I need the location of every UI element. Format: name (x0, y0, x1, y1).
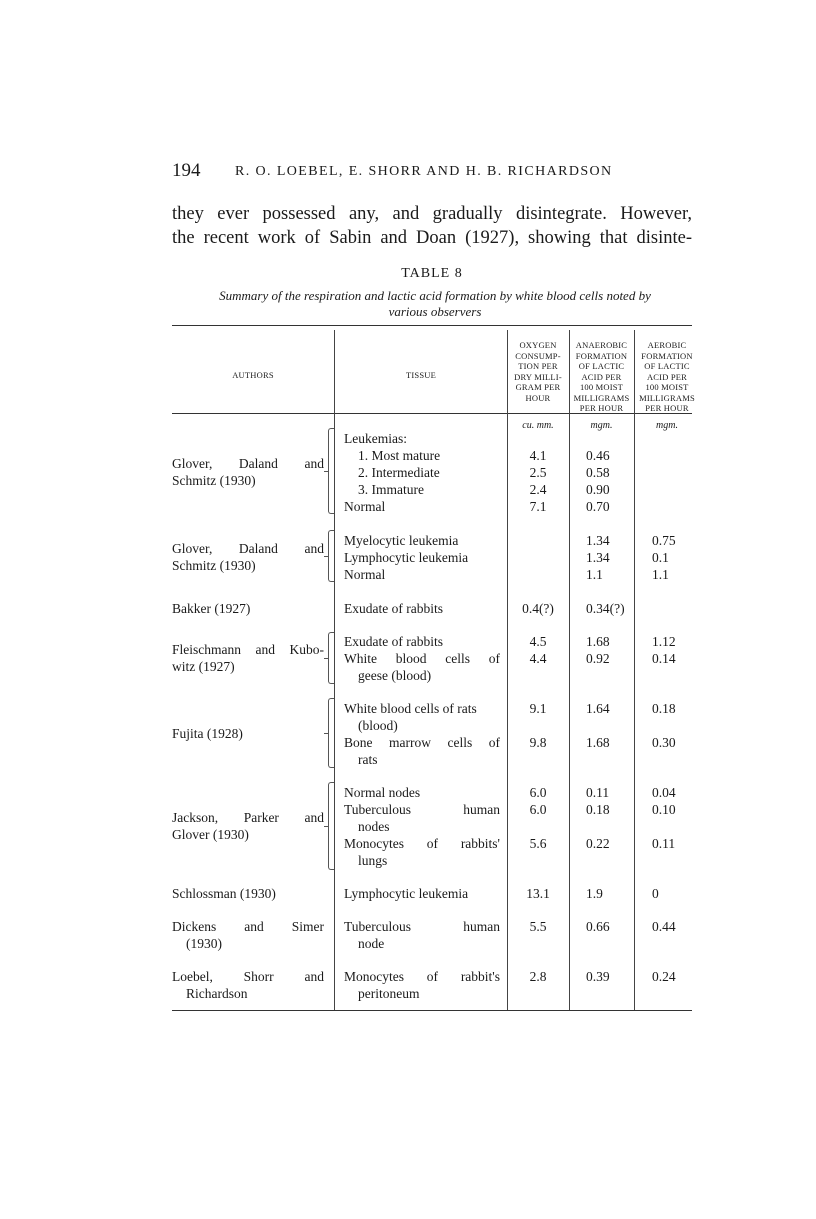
tissue-cell: Normal (344, 567, 386, 582)
author-cell: Fleischmann and Kubo- witz (1927) (172, 642, 324, 674)
anaerobic-value: 0.90 (586, 482, 610, 497)
tissue-cell: Exudate of rabbits (344, 601, 443, 616)
column-header-tissue: TISSUE (405, 370, 436, 380)
column-divider (569, 330, 570, 1010)
oxygen-value: 9.1 (529, 701, 547, 716)
tissue-cell: Tuberculous human nodes (344, 802, 500, 834)
column-header-aerobic: AEROBIC FORMATION OF LACTIC ACID PER 100 MOIST MILLIGRAMS PER HOUR (639, 340, 695, 413)
tissue-cell: Normal nodes (344, 785, 421, 800)
author-cell: Bakker (1927) (172, 601, 251, 616)
aerobic-value: 0.11 (652, 836, 676, 851)
author-cell: Dickens and Simer (1930) (172, 919, 324, 951)
tissue-cell: Myelocytic leukemia (344, 533, 459, 548)
aerobic-value: 0.24 (652, 969, 676, 984)
oxygen-value: 13.1 (526, 886, 550, 901)
anaerobic-value: 1.68 (586, 735, 610, 750)
aerobic-value: 0.18 (652, 701, 676, 716)
aerobic-value: 0.1 (652, 550, 669, 565)
caption-line: various observers (388, 304, 482, 319)
anaerobic-value: 0.18 (586, 802, 610, 817)
anaerobic-value: 1.68 (586, 634, 610, 649)
anaerobic-value: 0.22 (586, 836, 610, 851)
brace-icon (328, 530, 334, 582)
anaerobic-value: 1.34 (586, 533, 610, 548)
aerobic-value: 0.75 (652, 533, 676, 548)
column-divider (634, 330, 635, 1010)
oxygen-value: 4.1 (529, 448, 547, 463)
author-cell: Glover, Daland and Schmitz (1930) (172, 541, 324, 573)
body-line: the recent work of Sabin and Doan (1927), showing that disinte- (172, 228, 692, 248)
anaerobic-value: 0.92 (586, 651, 610, 666)
unit-oxygen: cu. mm. (522, 420, 554, 431)
caption-line: Summary of the respiration and lactic acid formation by white blood cells noted by (219, 288, 651, 303)
aerobic-value: 0.14 (652, 651, 676, 666)
author-cell: Glover, Daland and Schmitz (1930) (172, 456, 324, 488)
aerobic-value: 1.12 (652, 634, 676, 649)
running-head (172, 160, 692, 186)
aerobic-value: 0.44 (652, 919, 676, 934)
table-label: TABLE 8 (401, 266, 463, 281)
oxygen-value: 9.8 (529, 735, 547, 750)
anaerobic-value: 1.1 (586, 567, 603, 582)
column-header-oxygen: OXYGEN CONSUMP- TION PER DRY MILLI- GRAM PER HOUR (514, 340, 562, 403)
anaerobic-value: 0.58 (586, 465, 610, 480)
tissue-cell: Lymphocytic leukemia (344, 550, 469, 565)
tissue-cell: Normal (344, 499, 386, 514)
aerobic-value: 0 (652, 886, 659, 901)
tissue-cell: Tuberculous human node (344, 919, 500, 951)
body-line: they ever possessed any, and gradually disintegrate. However, (172, 204, 692, 224)
tissue-cell: 1. Most mature (358, 448, 441, 463)
unit-anaerobic: mgm. (590, 420, 613, 431)
anaerobic-value: 1.34 (586, 550, 610, 565)
aerobic-value: 0.04 (652, 785, 676, 800)
anaerobic-value: 0.66 (586, 919, 610, 934)
table-top-rule (172, 325, 692, 326)
author-cell: Loebel, Shorr and Richardson (172, 969, 324, 1001)
column-divider (507, 330, 508, 1010)
brace-icon (328, 698, 334, 768)
table-bottom-rule (172, 1010, 692, 1011)
tissue-cell: Leukemias: (344, 431, 407, 446)
oxygen-value: 2.4 (529, 482, 547, 497)
running-title: R. O. LOEBEL, E. SHORR AND H. B. RICHARDSON (235, 164, 613, 179)
anaerobic-value: 0.70 (586, 499, 610, 514)
tissue-cell: 2. Intermediate (358, 465, 440, 480)
column-header-authors: AUTHORS (232, 370, 274, 380)
tissue-cell: 3. Immature (358, 482, 424, 497)
oxygen-value: 6.0 (529, 785, 547, 800)
brace-icon (328, 632, 334, 684)
oxygen-value: 2.8 (529, 969, 547, 984)
aerobic-value: 0.10 (652, 802, 676, 817)
aerobic-value: 1.1 (652, 567, 669, 582)
oxygen-value: 4.4 (529, 651, 547, 666)
table-caption (172, 288, 698, 320)
column-divider (334, 330, 335, 1010)
tissue-cell: White blood cells of geese (blood) (344, 651, 500, 683)
author-cell: Fujita (1928) (172, 726, 243, 741)
body-paragraph (172, 202, 692, 250)
unit-aerobic: mgm. (656, 420, 678, 431)
tissue-cell: Bone marrow cells of rats (344, 735, 500, 767)
anaerobic-value: 0.39 (586, 969, 610, 984)
aerobic-value: 0.30 (652, 735, 676, 750)
anaerobic-value: 1.9 (586, 886, 603, 901)
oxygen-value: 7.1 (529, 499, 547, 514)
anaerobic-value: 1.64 (586, 701, 610, 716)
anaerobic-value: 0.34(?) (586, 601, 625, 616)
brace-icon (328, 428, 334, 514)
anaerobic-value: 0.46 (586, 448, 610, 463)
tissue-cell: Monocytes of rabbits' lungs (344, 836, 500, 868)
oxygen-value: 6.0 (529, 802, 547, 817)
author-cell: Jackson, Parker and Glover (1930) (172, 810, 324, 842)
tissue-cell: Exudate of rabbits (344, 634, 443, 649)
column-header-anaerobic: ANAEROBIC FORMATION OF LACTIC ACID PER 100 MOIST MILLIGRAMS PER HOUR (573, 340, 630, 413)
oxygen-value: 2.5 (529, 465, 547, 480)
tissue-cell: Monocytes of rabbit's peritoneum (344, 969, 500, 1001)
author-cell: Schlossman (1930) (172, 886, 276, 901)
oxygen-value: 5.5 (529, 919, 547, 934)
page-number: 194 (172, 160, 201, 181)
oxygen-value: 0.4(?) (522, 601, 554, 616)
brace-icon (328, 782, 334, 870)
oxygen-value: 4.5 (529, 634, 547, 649)
oxygen-value: 5.6 (529, 836, 547, 851)
tissue-cell: White blood cells of rats (blood) (344, 701, 477, 733)
tissue-cell: Lymphocytic leukemia (344, 886, 469, 901)
anaerobic-value: 0.11 (586, 785, 610, 800)
